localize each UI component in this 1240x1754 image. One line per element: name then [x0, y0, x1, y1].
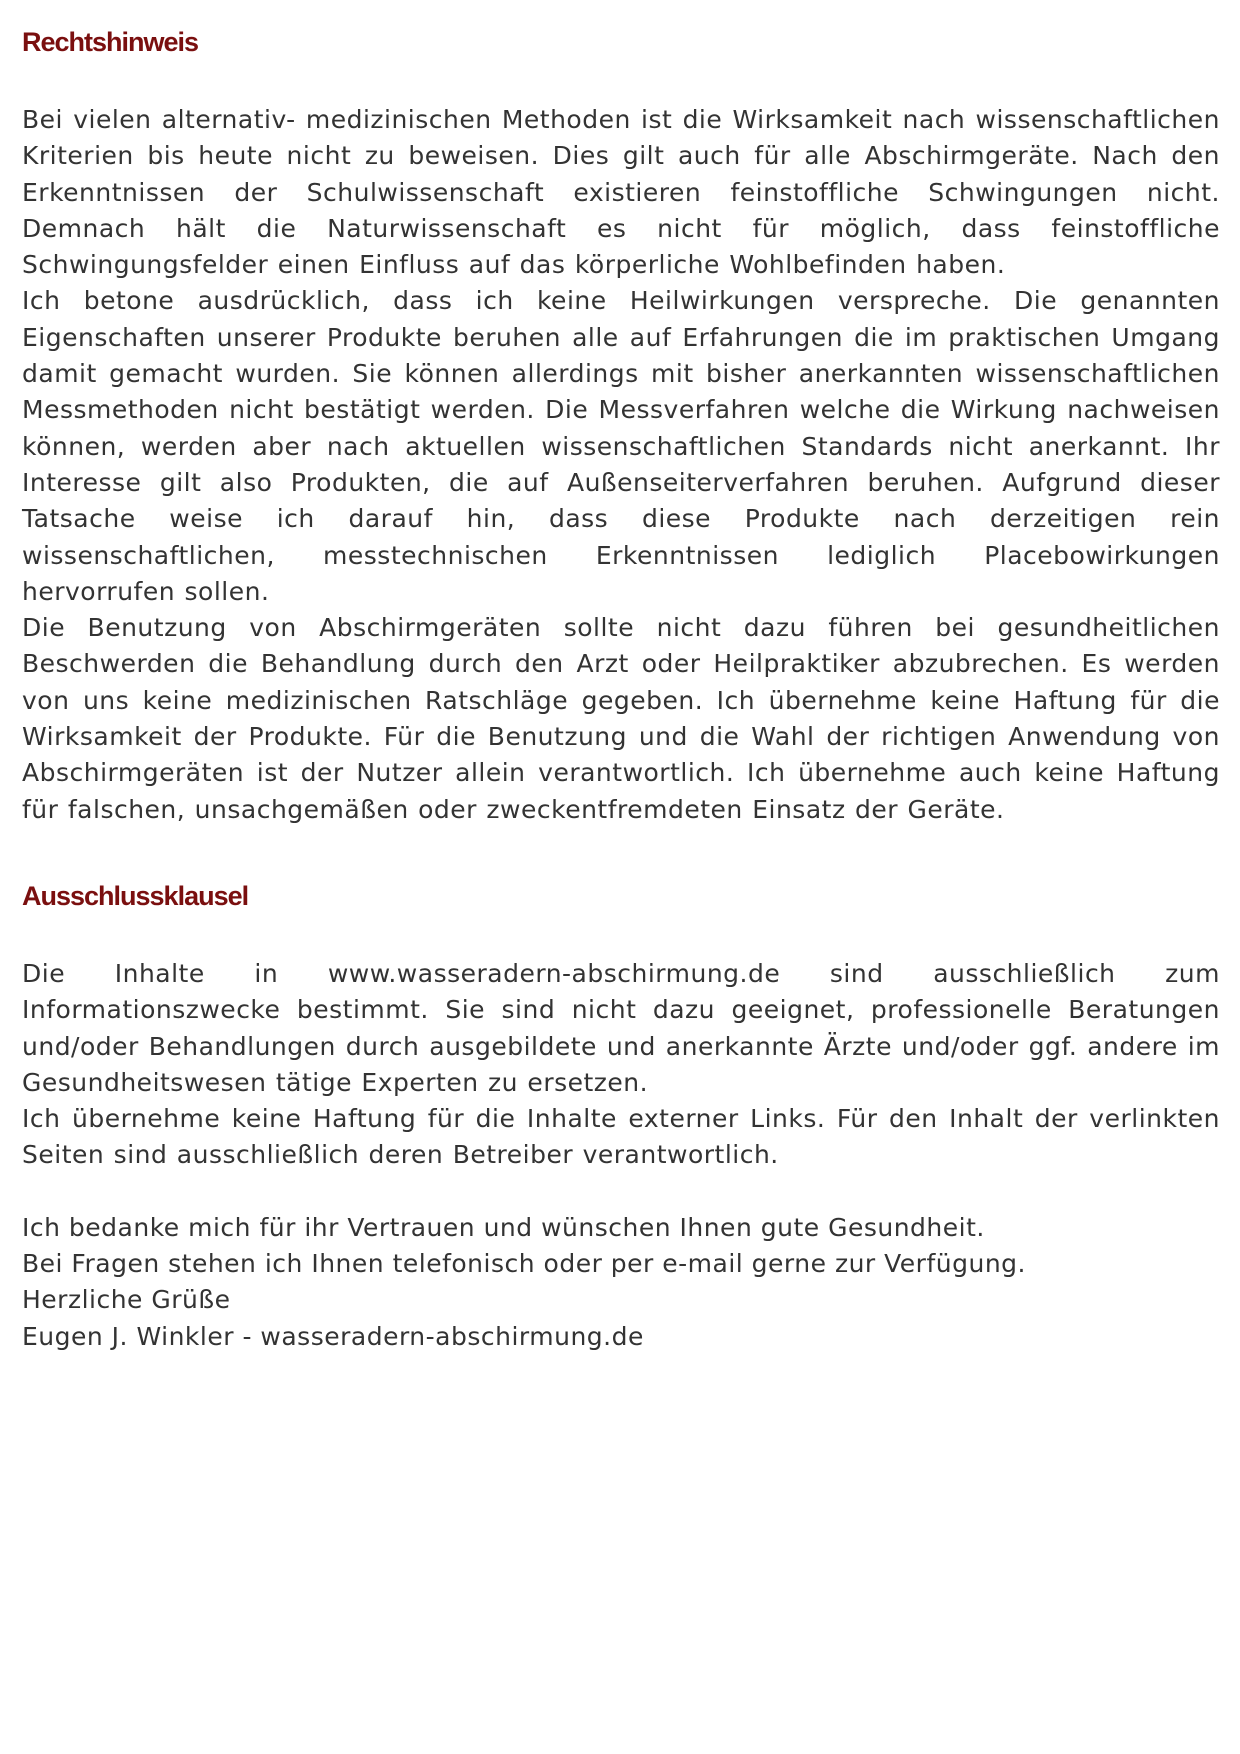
closing-greeting: Herzliche Grüße: [22, 1285, 231, 1315]
closing-thanks: Ich bedanke mich für ihr Vertrauen und wünschen Ihnen gute Gesundheit.: [22, 1212, 985, 1242]
legal-notice-heading: Rechtshinweis: [22, 27, 199, 57]
legal-notice-paragraph-3: Die Benutzung von Abschirmgeräten sollte nicht dazu führen bei gesundheitlichen Beschwerden die Behandlung durch den Arzt oder Heilpraktiker abzubrechen. Es werden von uns keine medizinischen Ratschläge gegeben. Ich übernehme keine Haftung für die Wirksamkeit der Produkte. Für die Benutzung und die Wahl der richtigen Anwendung von Abschirmgeräten ist der Nutzer allein verantwortlich. Ich übernehme auch keine Haftung für falschen, unsachgemäßen oder zweckentfremdeten Einsatz der Geräte.: [22, 613, 1220, 824]
disclaimer-paragraph-2: Ich übernehme keine Haftung für die Inhalte externer Links. Für den Inhalt der verlinkten Seiten sind ausschließlich deren Betreiber verantwortlich.: [22, 1104, 1220, 1170]
legal-notice-section: [22, 102, 1220, 828]
legal-notice-paragraph-2: Ich betone ausdrücklich, dass ich keine Heilwirkungen verspreche. Die genannten Eigenschaften unserer Produkte beruhen alle auf Erfahrungen die im praktischen Umgang damit gemacht wurden. Sie können allerdings mit bisher anerkannten wissenschaftlichen Messmethoden nicht bestätigt werden. Die Messverfahren welche die Wirkung nachweisen können, werden aber nach aktuellen wissenschaftlichen Standards nicht anerkannt. Ihr Interesse gilt also Produkten, die auf Außenseiterverfahren beruhen. Aufgrund dieser Tatsache weise ich darauf hin, dass diese Produkte nach derzeitigen rein wissenschaftlichen, messtechnischen Erkenntnissen lediglich Placebowirkungen hervorrufen sollen.: [22, 286, 1220, 606]
closing-contact-offer: Bei Fragen stehen ich Ihnen telefonisch oder per e-mail gerne zur Verfügung.: [22, 1249, 1026, 1279]
document-page: [22, 22, 1220, 1355]
legal-notice-paragraph-1: Bei vielen alternativ- medizinischen Methoden ist die Wirksamkeit nach wissenschaftlichen Kriterien bis heute nicht zu beweisen. Dies gilt auch für alle Abschirmgeräte. Nach den Erkenntnissen der Schulwissenschaft existieren feinstoffliche Schwingungen nicht. Demnach hält die Naturwissenschaft es nicht für möglich, dass feinstoffliche Schwingungsfelder einen Einfluss auf das körperliche Wohlbefinden haben.: [22, 105, 1220, 280]
disclaimer-heading: Ausschlussklausel: [22, 880, 249, 911]
disclaimer-section: [22, 956, 1220, 1174]
closing-signature: Eugen J. Winkler - wasseradern-abschirmung.de: [22, 1321, 644, 1351]
closing-block: [22, 1210, 1220, 1355]
disclaimer-paragraph-1: Die Inhalte in www.wasseradern-abschirmung.de sind ausschließlich zum Informationszwecke bestimmt. Sie sind nicht dazu geeignet, professionelle Beratungen und/oder Behandlungen durch ausgebildete und anerkannte Ärzte und/oder ggf. andere im Gesundheitswesen tätige Experten zu ersetzen.: [22, 958, 1220, 1097]
